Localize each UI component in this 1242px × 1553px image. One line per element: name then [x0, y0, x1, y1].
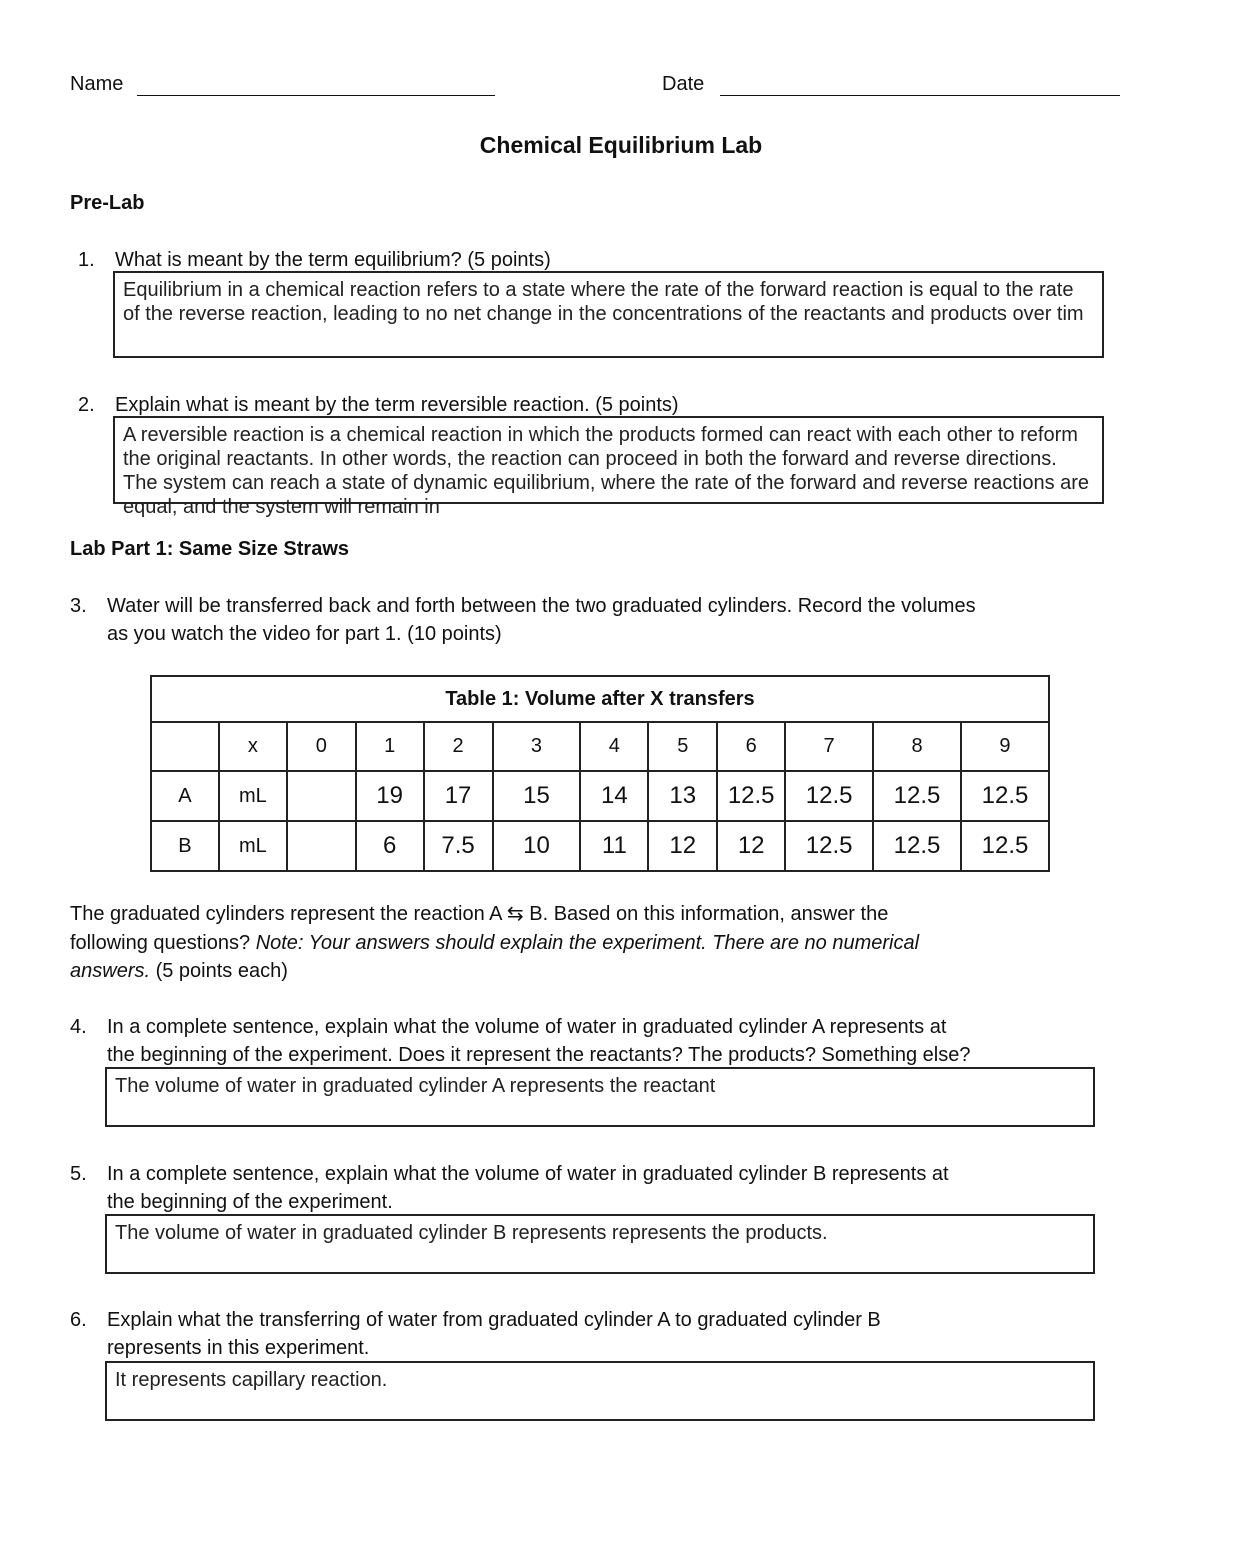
value-cell[interactable]: 10 — [493, 821, 581, 871]
value-cell[interactable]: 12.5 — [961, 821, 1049, 871]
value-cell[interactable]: 7.5 — [424, 821, 493, 871]
value-cell[interactable]: 12 — [648, 821, 717, 871]
question-text: What is meant by the term equilibrium? (5 points) — [115, 249, 551, 271]
question-3 — [70, 592, 1170, 652]
intro-points: (5 points each) — [150, 960, 288, 982]
intro-note-end: answers. — [70, 960, 151, 982]
question-text-line1: Water will be transferred back and forth between the two graduated cylinders. Record the volumes — [107, 595, 976, 617]
table-header-row — [151, 722, 1049, 771]
answer-box-1[interactable]: Equilibrium in a chemical reaction refers to a state where the rate of the forward reaction is equal to the rate of the reverse reaction, leading to no net change in the concentrations of the reactants and products over tim — [113, 271, 1104, 358]
value-cell[interactable]: 12.5 — [717, 771, 785, 821]
value-cell[interactable]: 12.5 — [785, 771, 873, 821]
header-cell: 3 — [493, 722, 581, 771]
value-cell[interactable]: 12 — [717, 821, 785, 871]
value-cell[interactable]: 15 — [493, 771, 581, 821]
name-label: Name — [70, 73, 124, 95]
question-number: 3. — [70, 595, 87, 617]
question-text-line1: In a complete sentence, explain what the volume of water in graduated cylinder A represents at — [107, 1016, 947, 1038]
table-row-a — [151, 771, 1049, 821]
header-cell: 8 — [873, 722, 961, 771]
value-cell[interactable]: 19 — [356, 771, 424, 821]
value-cell[interactable]: 14 — [580, 771, 648, 821]
intro-note: Note: Your answers should explain the experiment. There are no numerical — [255, 931, 920, 954]
unit-cell: mL — [219, 821, 287, 871]
header-cell: 5 — [648, 722, 717, 771]
header-cell: 2 — [424, 722, 493, 771]
question-number: 1. — [78, 249, 95, 271]
header-cell: x — [219, 722, 287, 771]
row-label: B — [151, 821, 219, 871]
date-field[interactable] — [720, 95, 1120, 96]
value-cell[interactable]: 17 — [424, 771, 493, 821]
name-field[interactable] — [137, 95, 495, 96]
table-row-b — [151, 821, 1049, 871]
header-cell: 1 — [356, 722, 424, 771]
answer-box-6[interactable]: It represents capillary reaction. — [105, 1361, 1095, 1421]
intro-paragraph — [70, 900, 919, 986]
question-text-line2: represents in this experiment. — [107, 1337, 370, 1359]
question-text-line2: as you watch the video for part 1. (10 points) — [107, 623, 502, 645]
value-cell[interactable] — [287, 821, 356, 871]
header-cell: 4 — [580, 722, 648, 771]
question-number: 5. — [70, 1163, 87, 1185]
intro-line2: following questions? — [70, 931, 256, 954]
part1-heading: Lab Part 1: Same Size Straws — [70, 538, 350, 560]
value-cell[interactable]: 13 — [648, 771, 717, 821]
header-cell: 0 — [287, 722, 356, 771]
value-cell[interactable]: 12.5 — [961, 771, 1049, 821]
unit-cell: mL — [219, 771, 287, 821]
volume-table — [150, 675, 1050, 872]
question-number: 6. — [70, 1309, 87, 1331]
value-cell[interactable]: 12.5 — [785, 821, 873, 871]
question-text: Explain what is meant by the term reversible reaction. (5 points) — [115, 394, 679, 416]
value-cell[interactable]: 12.5 — [873, 821, 961, 871]
question-text-line2: the beginning of the experiment. — [107, 1191, 393, 1213]
prelab-heading: Pre-Lab — [70, 192, 145, 214]
question-number: 4. — [70, 1016, 87, 1038]
question-text-line1: In a complete sentence, explain what the volume of water in graduated cylinder B represents at — [107, 1163, 949, 1185]
value-cell[interactable]: 11 — [580, 821, 648, 871]
table-caption: Table 1: Volume after X transfers — [151, 676, 1049, 722]
header-cell: 9 — [961, 722, 1049, 771]
value-cell[interactable] — [287, 771, 356, 821]
answer-box-5[interactable]: The volume of water in graduated cylinder B represents represents the products. — [105, 1214, 1095, 1274]
question-number: 2. — [78, 394, 95, 416]
date-label: Date — [662, 73, 705, 95]
question-text-line1: Explain what the transferring of water from graduated cylinder A to graduated cylinder B — [107, 1309, 881, 1331]
header-cell: 7 — [785, 722, 873, 771]
question-text-line2: the beginning of the experiment. Does it represent the reactants? The products? Something else? — [107, 1044, 971, 1066]
intro-line1: The graduated cylinders represent the reaction A ⇆ B. Based on this information, answer the — [70, 903, 889, 925]
row-label: A — [151, 771, 219, 821]
page-title: Chemical Equilibrium Lab — [479, 132, 763, 158]
value-cell[interactable]: 6 — [356, 821, 424, 871]
value-cell[interactable]: 12.5 — [873, 771, 961, 821]
header-cell: 6 — [717, 722, 785, 771]
header-cell — [151, 722, 219, 771]
answer-box-2[interactable]: A reversible reaction is a chemical reaction in which the products formed can react with each other to reform the original reactants. In other words, the reaction can proceed in both the forward and reverse directions. The system can reach a state of dynamic equilibrium, where the rate of the forward and reverse reactions are equal, and the system will remain in — [113, 416, 1104, 504]
answer-box-4[interactable]: The volume of water in graduated cylinder A represents the reactant — [105, 1067, 1095, 1127]
